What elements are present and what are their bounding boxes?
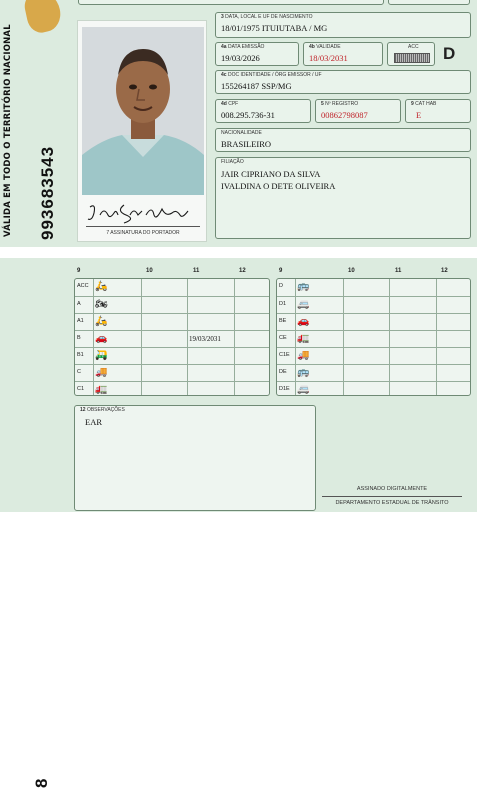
table-row: [75, 313, 269, 330]
signature-caption: 7 ASSINATURA DO PORTADOR: [106, 230, 180, 236]
mother-name: IVALDINA O DETE OLIVEIRA: [221, 181, 336, 191]
category-code: D1: [279, 301, 287, 307]
observations-field: [74, 405, 316, 511]
table-row: [277, 347, 470, 364]
acc-barcode: [394, 53, 430, 63]
name-field: [78, 0, 384, 5]
birth-field: [215, 12, 471, 38]
category-code: DE: [279, 369, 287, 375]
photo-frame: [77, 20, 207, 242]
cpf-field: [215, 99, 311, 123]
col-head-10: 10: [348, 268, 355, 274]
father-name: JAIR CIPRIANO DA SILVA: [221, 169, 321, 179]
light-truck-trailer-icon: 🚚: [297, 350, 310, 361]
cat-hab-field: [405, 99, 471, 123]
name-value: [84, 0, 160, 1]
document-field: [215, 70, 471, 94]
validity-text: VÁLIDA EM TODO O TERRITÓRIO NACIONAL: [3, 24, 13, 237]
table-row: [277, 279, 470, 296]
bus-trailer-icon: 🚌: [297, 367, 310, 378]
category-code: B: [77, 335, 81, 341]
registration-vertical: 993683543: [38, 145, 57, 240]
table-row: [75, 296, 269, 313]
category-code: C: [77, 369, 81, 375]
car-trailer-icon: 🚗: [297, 316, 310, 327]
category-code: D: [279, 283, 283, 289]
registration-vertical-back: 8: [32, 777, 51, 788]
category-code: C1: [77, 386, 85, 392]
bus-icon: 🚌: [297, 281, 310, 292]
col-head-11: 11: [395, 268, 402, 274]
table-row: [75, 364, 269, 381]
observations-value: EAR: [85, 417, 102, 427]
category-table-left: [74, 268, 270, 396]
category-code: CE: [279, 335, 287, 341]
cpf-value: 008.295.736-31: [221, 110, 275, 120]
registry-field: [315, 99, 401, 123]
issue-date-value: 19/03/2026: [221, 53, 260, 63]
category-code: BE: [279, 318, 287, 324]
first-license-value: [394, 0, 430, 1]
category-b-validity: 19/03/2031: [189, 335, 221, 343]
document-value: 155264187 SSP/MG: [221, 81, 292, 91]
table-row: [277, 313, 470, 330]
light-truck-icon: 🚛: [95, 384, 108, 395]
table-row: [75, 347, 269, 364]
truck-icon: 🚚: [95, 367, 108, 378]
digital-signature-line: [322, 496, 462, 497]
observations-label: 12 OBSERVAÇÕES: [80, 407, 125, 413]
category-code: B1: [77, 352, 84, 358]
issue-date-field: [215, 42, 299, 66]
col-head-9: 9: [77, 268, 81, 274]
validity-label: 4b VALIDADE: [309, 44, 341, 50]
nationality-field: [215, 128, 471, 152]
first-license-field: [388, 0, 470, 5]
category-code: A1: [77, 318, 84, 324]
table-row: [277, 381, 470, 398]
table-row: [277, 296, 470, 313]
document-label: 4c DOC IDENTIDADE / ÓRG EMISSOR / UF: [221, 72, 322, 78]
signature-line: [86, 226, 200, 227]
cat-hab-value: E: [416, 110, 422, 120]
filiation-field: [215, 157, 471, 239]
category-code: A: [77, 301, 81, 307]
digital-signature-block: [322, 486, 462, 506]
registry-value: 00862798087: [321, 110, 368, 120]
category-table-right: [276, 268, 471, 396]
category-letter: D: [443, 44, 456, 63]
category-code: ACC: [77, 283, 89, 289]
filiation-label: FILIAÇÃO: [221, 159, 244, 165]
cat-hab-label: 9 CAT HAB: [411, 101, 437, 107]
truck-trailer-icon: 🚛: [297, 333, 310, 344]
license-front: [0, 0, 477, 247]
table-row: [277, 330, 470, 347]
col-head-12: 12: [239, 268, 246, 274]
table-row: [75, 279, 269, 296]
motorcycle-icon: 🏍: [95, 299, 108, 310]
brazil-map-icon: [22, 0, 64, 35]
table-row: [75, 330, 269, 347]
validity-field: [303, 42, 383, 66]
col-head-11: 11: [193, 268, 200, 274]
cpf-label: 4d CPF: [221, 101, 239, 107]
registry-label: 5 Nº REGISTRO: [321, 101, 359, 107]
acc-field: [387, 42, 435, 66]
digital-signature-text: ASSINADO DIGITALMENTE: [356, 486, 428, 492]
minibus-icon: 🚐: [297, 299, 310, 310]
validity-value: 18/03/2031: [309, 53, 348, 63]
department-text: DEPARTAMENTO ESTADUAL DE TRÂNSITO: [335, 500, 449, 506]
car-icon: 🚗: [95, 333, 108, 344]
table-row: [75, 381, 269, 398]
nationality-label: NACIONALIDADE: [221, 130, 262, 136]
category-code: D1E: [279, 386, 290, 392]
birth-label: 3 DATA, LOCAL E UF DE NASCIMENTO: [221, 14, 313, 20]
nationality-value: BRASILEIRO: [221, 139, 272, 149]
col-head-10: 10: [146, 268, 153, 274]
issue-date-label: 4a DATA EMISSÃO: [221, 44, 265, 50]
tricycle-icon: 🛺: [95, 350, 108, 361]
moped-icon: 🛵: [95, 316, 108, 327]
holder-signature: [82, 199, 204, 229]
table-row: [277, 364, 470, 381]
acc-label: ACC: [408, 44, 419, 50]
scooter-icon: 🛵: [95, 281, 108, 292]
signature-area: [82, 199, 204, 236]
holder-photo: [82, 27, 204, 195]
category-code: C1E: [279, 352, 290, 358]
birth-value: 18/01/1975 ITUIUTABA / MG: [221, 23, 328, 33]
col-head-12: 12: [441, 268, 448, 274]
minibus-trailer-icon: 🚐: [297, 384, 310, 395]
col-head-9: 9: [279, 268, 283, 274]
